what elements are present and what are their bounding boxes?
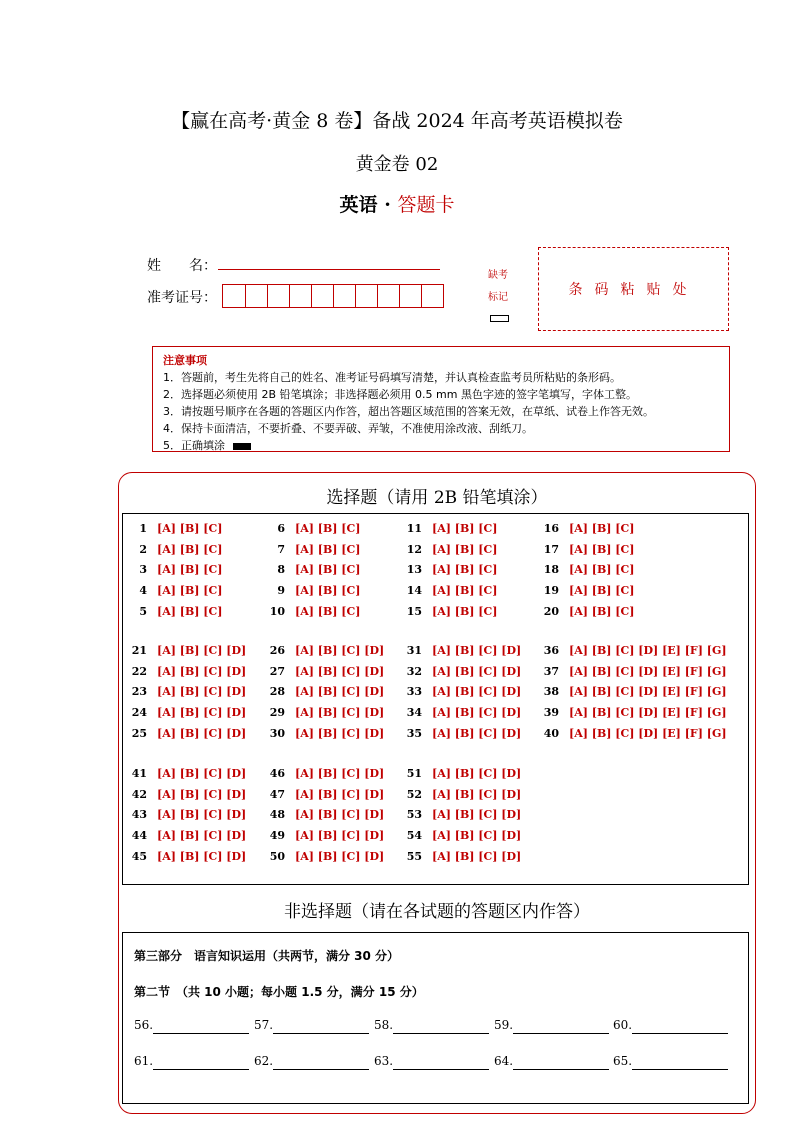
blank-number: 61. <box>134 1054 154 1068</box>
blank-number: 62. <box>254 1054 274 1068</box>
question-number: 30 <box>269 726 285 740</box>
question-number: 5 <box>139 604 147 618</box>
answer-bubbles[interactable]: [A] [B] [C] [D] <box>157 787 247 801</box>
answer-bubbles[interactable]: [A] [B] [C] <box>569 604 635 618</box>
question-number: 7 <box>277 542 285 556</box>
blank-number: 65. <box>613 1054 633 1068</box>
notice-item: 3．请按题号顺序在各题的答题区内作答，超出答题区域范围的答案无效，在草纸、试卷上作答无效。 <box>163 405 654 418</box>
answer-bubbles[interactable]: [A] [B] [C] [D] <box>432 685 522 699</box>
answer-bubbles[interactable]: [A] [B] [C] [D] <box>157 664 247 678</box>
question-number: 23 <box>131 685 147 699</box>
blank-answer-line[interactable] <box>273 1033 369 1034</box>
question-number: 24 <box>131 706 147 720</box>
question-number: 19 <box>543 584 559 598</box>
answer-bubbles[interactable]: [A] [B] [C] <box>295 604 361 618</box>
answer-bubbles[interactable]: [A] [B] [C] <box>157 563 223 577</box>
answer-bubbles[interactable]: [A] [B] [C] [D] <box>157 849 247 863</box>
answer-bubbles[interactable]: [A] [B] [C] [D] <box>295 787 385 801</box>
answer-bubbles[interactable]: [A] [B] [C] [D] <box>432 726 522 740</box>
question-number: 20 <box>543 604 559 618</box>
exam-digit-cell[interactable] <box>377 285 399 307</box>
absent-line1: 缺考 <box>488 270 508 281</box>
blank-number: 63. <box>374 1054 394 1068</box>
question-number: 44 <box>131 829 147 843</box>
question-number: 25 <box>131 726 147 740</box>
answer-bubbles[interactable]: [A] [B] [C] [D] [E] [F] [G] <box>569 726 727 740</box>
question-number: 52 <box>406 787 422 801</box>
answer-bubbles[interactable]: [A] [B] [C] <box>432 604 498 618</box>
exam-number-grid[interactable] <box>222 284 444 308</box>
answer-bubbles[interactable]: [A] [B] [C] [D] [E] [F] [G] <box>569 664 727 678</box>
question-number: 9 <box>277 584 285 598</box>
question-number: 36 <box>543 644 559 657</box>
blank-answer-line[interactable] <box>153 1069 249 1070</box>
question-number: 38 <box>543 685 559 699</box>
question-number: 49 <box>269 829 285 843</box>
notice-item: 2．选择题必须使用 2B 铅笔填涂；非选择题必须用 0.5 mm 黑色字迹的签字笔填写，字体工整。 <box>163 388 637 401</box>
mc-grid <box>122 513 749 885</box>
exam-digit-cell[interactable] <box>245 285 267 307</box>
answer-bubbles[interactable]: [A] [B] [C] [D] <box>432 664 522 678</box>
question-number: 32 <box>406 664 422 678</box>
exam-digit-cell[interactable] <box>421 285 443 307</box>
blank-answer-line[interactable] <box>393 1033 489 1034</box>
answer-bubbles[interactable]: [A] [B] [C] [D] <box>295 685 385 699</box>
question-number: 51 <box>406 767 422 780</box>
question-number: 54 <box>406 829 422 843</box>
question-number: 6 <box>277 522 285 535</box>
answer-bubbles[interactable]: [A] [B] [C] <box>569 542 635 556</box>
question-number: 12 <box>406 542 422 556</box>
blank-number: 64. <box>494 1054 514 1068</box>
question-number: 43 <box>131 808 147 822</box>
question-number: 26 <box>269 644 285 657</box>
question-number: 22 <box>131 664 147 678</box>
question-number: 16 <box>543 522 559 535</box>
answer-bubbles[interactable]: [A] [B] [C] <box>432 542 498 556</box>
question-number: 39 <box>543 706 559 720</box>
question-number: 42 <box>131 787 147 801</box>
answer-bubbles[interactable]: [A] [B] [C] [D] <box>157 706 247 720</box>
subject-label: 英语 <box>339 194 378 216</box>
answer-bubbles[interactable]: [A] [B] [C] [D] <box>432 829 522 843</box>
title-dot: · <box>384 194 391 216</box>
answer-bubbles[interactable]: [A] [B] [C] <box>295 563 361 577</box>
answer-bubbles[interactable]: [A] [B] [C] [D] <box>157 767 247 780</box>
question-number: 53 <box>406 808 422 822</box>
answer-bubbles[interactable]: [A] [B] [C] [D] <box>295 849 385 863</box>
question-number: 3 <box>139 563 147 577</box>
question-number: 14 <box>406 584 422 598</box>
question-number: 17 <box>543 542 559 556</box>
question-number: 45 <box>131 849 147 863</box>
blank-number: 56. <box>134 1018 154 1032</box>
blank-number: 59. <box>494 1018 514 1032</box>
answer-bubbles[interactable]: [A] [B] [C] [D] <box>157 644 247 657</box>
answer-bubbles[interactable]: [A] [B] [C] <box>569 522 635 535</box>
question-number: 34 <box>406 706 422 720</box>
blank-answer-line[interactable] <box>632 1069 728 1070</box>
absent-checkbox[interactable] <box>490 315 509 322</box>
answer-bubbles[interactable]: [A] [B] [C] [D] [E] [F] [G] <box>569 706 727 720</box>
exam-digit-cell[interactable] <box>289 285 311 307</box>
name-field[interactable] <box>218 268 440 270</box>
blank-answer-line[interactable] <box>273 1069 369 1070</box>
blank-number: 60. <box>613 1018 633 1032</box>
answer-bubbles[interactable]: [A] [B] [C] <box>432 522 498 535</box>
exam-digit-cell[interactable] <box>333 285 355 307</box>
blank-answer-line[interactable] <box>153 1033 249 1034</box>
question-number: 47 <box>269 787 285 801</box>
page-title: 【赢在高考·黄金 8 卷】备战 2024 年高考英语模拟卷 <box>171 110 623 132</box>
answer-bubbles[interactable]: [A] [B] [C] [D] <box>432 706 522 720</box>
question-number: 18 <box>543 563 559 577</box>
absent-mark-label <box>484 265 512 309</box>
exam-digit-cell[interactable] <box>267 285 289 307</box>
exam-digit-cell[interactable] <box>355 285 377 307</box>
nc-section-title: 非选择题（请在各试题的答题区内作答） <box>284 902 590 922</box>
question-number: 8 <box>277 563 285 577</box>
answer-bubbles[interactable]: [A] [B] [C] <box>157 604 223 618</box>
notice-heading: 注意事项 <box>163 354 207 367</box>
exam-digit-cell[interactable] <box>223 285 245 307</box>
blank-answer-line[interactable] <box>513 1033 609 1034</box>
notice-item: 5．正确填涂 <box>163 439 225 452</box>
blank-answer-line[interactable] <box>632 1033 728 1034</box>
answer-bubbles[interactable]: [A] [B] [C] [D] <box>157 685 247 699</box>
blank-answer-line[interactable] <box>513 1069 609 1070</box>
question-number: 13 <box>406 563 422 577</box>
part3-heading: 第三部分 语言知识运用（共两节，满分 30 分） <box>134 949 400 963</box>
answer-bubbles[interactable]: [A] [B] [C] [D] <box>157 829 247 843</box>
question-number: 40 <box>543 726 559 740</box>
question-number: 55 <box>406 849 422 863</box>
answer-bubbles[interactable]: [A] [B] [C] <box>295 522 361 535</box>
question-number: 1 <box>139 522 147 535</box>
name-label: 姓 名： <box>147 258 217 274</box>
answer-bubbles[interactable]: [A] [B] [C] [D] <box>295 829 385 843</box>
answer-bubbles[interactable]: [A] [B] [C] [D] <box>432 849 522 863</box>
section2-heading: 第二节 （共 10 小题；每小题 1.5 分，满分 15 分） <box>134 985 424 999</box>
answer-bubbles[interactable]: [A] [B] [C] <box>157 584 223 598</box>
answer-bubbles[interactable]: [A] [B] [C] <box>295 542 361 556</box>
answer-bubbles[interactable]: [A] [B] [C] <box>569 584 635 598</box>
answer-bubbles[interactable]: [A] [B] [C] <box>157 522 223 535</box>
card-title <box>0 190 794 217</box>
answer-bubbles[interactable]: [A] [B] [C] <box>295 584 361 598</box>
question-number: 10 <box>269 604 285 618</box>
question-number: 31 <box>406 644 422 657</box>
answer-card-label: 答题卡 <box>397 194 455 216</box>
question-number: 37 <box>543 664 559 678</box>
answer-bubbles[interactable]: [A] [B] [C] [D] <box>295 706 385 720</box>
answer-bubbles[interactable]: [A] [B] [C] <box>569 563 635 577</box>
answer-bubbles[interactable]: [A] [B] [C] [D] <box>295 664 385 678</box>
question-number: 50 <box>269 849 285 863</box>
answer-bubbles[interactable]: [A] [B] [C] [D] [E] [F] [G] <box>569 685 727 699</box>
question-number: 27 <box>269 664 285 678</box>
answer-bubbles[interactable]: [A] [B] [C] [D] <box>432 767 522 780</box>
question-number: 46 <box>269 767 285 780</box>
answer-bubbles[interactable]: [A] [B] [C] [D] <box>157 726 247 740</box>
barcode-area: 条码粘贴处 <box>538 247 729 331</box>
question-number: 2 <box>139 542 147 556</box>
question-number: 29 <box>269 706 285 720</box>
answer-bubbles[interactable]: [A] [B] [C] [D] <box>295 644 385 657</box>
notice-box <box>152 346 730 452</box>
answer-bubbles[interactable]: [A] [B] [C] [D] <box>295 767 385 780</box>
correct-fill-example <box>233 443 251 450</box>
answer-bubbles[interactable]: [A] [B] [C] [D] <box>432 808 522 822</box>
notice-item: 1．答题前，考生先将自己的姓名、准考证号码填写清楚，并认真检查监考员所粘贴的条形码。 <box>163 371 621 384</box>
notice-item: 4．保持卡面清洁，不要折叠、不要弄破、弄皱，不准使用涂改液、刮纸刀。 <box>163 422 533 435</box>
answer-bubbles[interactable]: [A] [B] [C] [D] <box>295 808 385 822</box>
question-number: 48 <box>269 808 285 822</box>
question-number: 28 <box>269 685 285 699</box>
paper-subtitle: 黄金卷 02 <box>355 154 439 175</box>
mc-section-title: 选择题（请用 2B 铅笔填涂） <box>326 488 548 508</box>
question-number: 21 <box>131 644 147 657</box>
question-number: 41 <box>131 767 147 780</box>
question-number: 4 <box>139 584 147 598</box>
blank-number: 58. <box>374 1018 394 1032</box>
exam-digit-cell[interactable] <box>311 285 333 307</box>
answer-bubbles[interactable]: [A] [B] [C] [D] <box>157 808 247 822</box>
blank-answer-line[interactable] <box>393 1069 489 1070</box>
answer-bubbles[interactable]: [A] [B] [C] [D] <box>295 726 385 740</box>
question-number: 33 <box>406 685 422 699</box>
answer-bubbles[interactable]: [A] [B] [C] [D] <box>432 787 522 801</box>
question-number: 11 <box>406 522 422 535</box>
answer-bubbles[interactable]: [A] [B] [C] <box>157 542 223 556</box>
exam-digit-cell[interactable] <box>399 285 421 307</box>
absent-line2: 标记 <box>488 292 508 303</box>
answer-bubbles[interactable]: [A] [B] [C] [D] [E] [F] [G] <box>569 644 727 657</box>
answer-bubbles[interactable]: [A] [B] [C] <box>432 563 498 577</box>
question-number: 35 <box>406 726 422 740</box>
answer-bubbles[interactable]: [A] [B] [C] <box>432 584 498 598</box>
blank-number: 57. <box>254 1018 274 1032</box>
question-number: 15 <box>406 604 422 618</box>
exam-no-label: 准考证号： <box>147 290 217 306</box>
answer-bubbles[interactable]: [A] [B] [C] [D] <box>432 644 522 657</box>
